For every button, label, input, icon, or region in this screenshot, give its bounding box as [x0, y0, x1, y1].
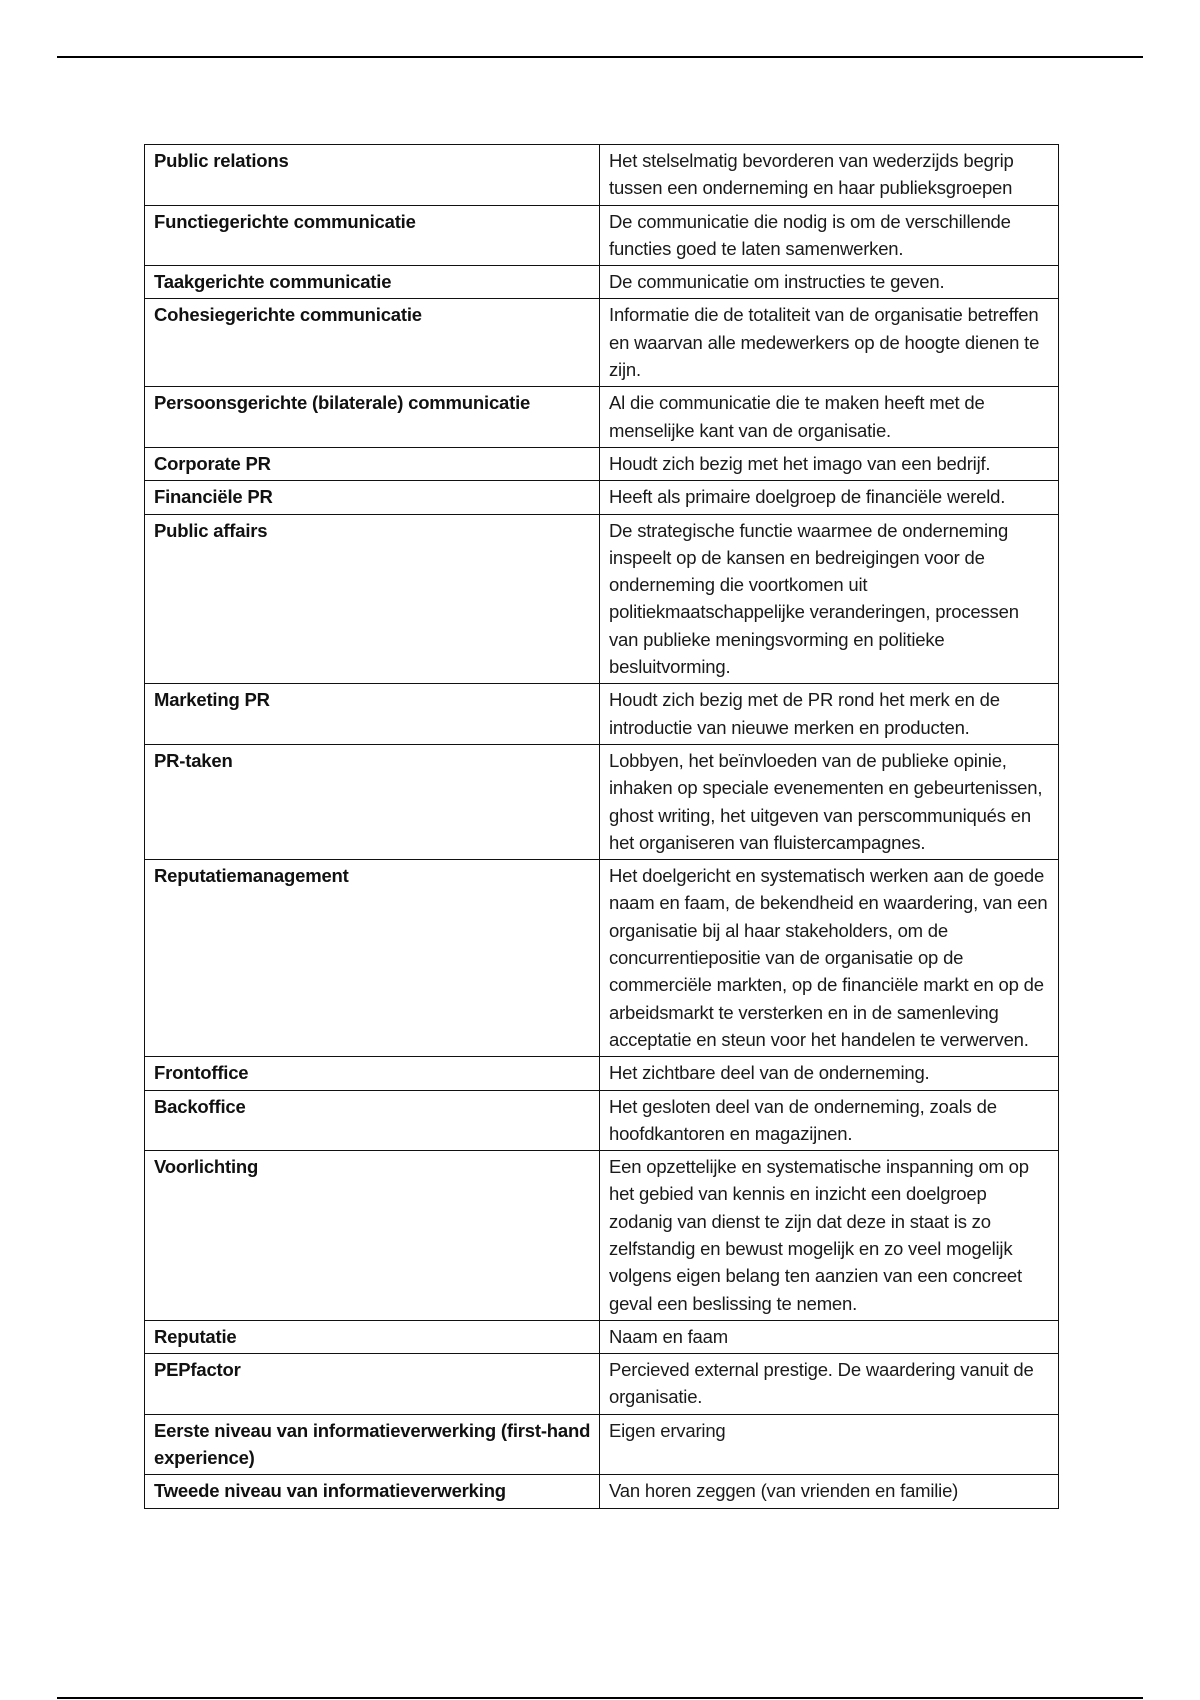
term-cell: Public affairs [145, 514, 600, 684]
table-row [145, 1151, 1059, 1321]
definition-cell: Een opzettelijke en systematische inspanning om op het gebied van kennis en inzicht een doelgroep zodanig van dienst te zijn dat deze in staat is zo zelfstandig en bewust mogelijk en zo veel mogelijk volgens eigen belang ten aanzien van een concreet geval een beslissing te nemen. [600, 1151, 1059, 1321]
table-row [145, 481, 1059, 514]
table-row [145, 1057, 1059, 1090]
definition-cell: Heeft als primaire doelgroep de financiële wereld. [600, 481, 1059, 514]
table-row [145, 744, 1059, 859]
definition-cell: Percieved external prestige. De waardering vanuit de organisatie. [600, 1354, 1059, 1415]
term-cell: Tweede niveau van informatieverwerking [145, 1475, 600, 1508]
footer-rule [57, 1697, 1143, 1699]
definition-cell: Het zichtbare deel van de onderneming. [600, 1057, 1059, 1090]
table-row [145, 447, 1059, 480]
table-row [145, 1414, 1059, 1475]
definition-cell: Het doelgericht en systematisch werken aan de goede naam en faam, de bekendheid en waardering, van een organisatie bij al haar stakeholders, om de concurrentiepositie van de organisatie op de commerciële markten, op de financiële markt en op de arbeidsmarkt te versterken en in de samenleving acceptatie en steun voor het handelen te verwerven. [600, 860, 1059, 1057]
term-cell: Financiële PR [145, 481, 600, 514]
definition-cell: De communicatie die nodig is om de verschillende functies goed te laten samenwerken. [600, 205, 1059, 266]
term-cell: Persoonsgerichte (bilaterale) communicatie [145, 387, 600, 448]
table-row [145, 145, 1059, 206]
table-row [145, 1320, 1059, 1353]
header-rule [57, 56, 1143, 58]
table-row [145, 299, 1059, 387]
definition-cell: Naam en faam [600, 1320, 1059, 1353]
glossary-table [144, 144, 1059, 1509]
term-cell: Public relations [145, 145, 600, 206]
table-row [145, 684, 1059, 745]
definition-cell: Informatie die de totaliteit van de organisatie betreffen en waarvan alle medewerkers op de hoogte dienen te zijn. [600, 299, 1059, 387]
definition-cell: Houdt zich bezig met het imago van een bedrijf. [600, 447, 1059, 480]
term-cell: Cohesiegerichte communicatie [145, 299, 600, 387]
definition-cell: Houdt zich bezig met de PR rond het merk en de introductie van nieuwe merken en producten. [600, 684, 1059, 745]
term-cell: Backoffice [145, 1090, 600, 1151]
definition-cell: Het stelselmatig bevorderen van wederzijds begrip tussen een onderneming en haar publieksgroepen [600, 145, 1059, 206]
definition-cell: De strategische functie waarmee de onderneming inspeelt op de kansen en bedreigingen voor de onderneming die voortkomen uit politiekmaatschappelijke veranderingen, processen van publieke meningsvorming en politieke besluitvorming. [600, 514, 1059, 684]
term-cell: PEPfactor [145, 1354, 600, 1415]
term-cell: Reputatiemanagement [145, 860, 600, 1057]
table-row [145, 1354, 1059, 1415]
definition-cell: Van horen zeggen (van vrienden en familie) [600, 1475, 1059, 1508]
term-cell: Functiegerichte communicatie [145, 205, 600, 266]
term-cell: Taakgerichte communicatie [145, 266, 600, 299]
definition-cell: De communicatie om instructies te geven. [600, 266, 1059, 299]
table-row [145, 205, 1059, 266]
table-row [145, 514, 1059, 684]
definition-cell: Lobbyen, het beïnvloeden van de publieke opinie, inhaken op speciale evenementen en gebeurtenissen, ghost writing, het uitgeven van perscommuniqués en het organiseren van fluistercampagnes. [600, 744, 1059, 859]
definition-cell: Al die communicatie die te maken heeft met de menselijke kant van de organisatie. [600, 387, 1059, 448]
term-cell: Eerste niveau van informatieverwerking (first-hand experience) [145, 1414, 600, 1475]
term-cell: Voorlichting [145, 1151, 600, 1321]
term-cell: Marketing PR [145, 684, 600, 745]
table-row [145, 1475, 1059, 1508]
table-row [145, 266, 1059, 299]
term-cell: Reputatie [145, 1320, 600, 1353]
term-cell: PR-taken [145, 744, 600, 859]
term-cell: Frontoffice [145, 1057, 600, 1090]
definition-cell: Eigen ervaring [600, 1414, 1059, 1475]
term-cell: Corporate PR [145, 447, 600, 480]
table-row [145, 860, 1059, 1057]
table-row [145, 1090, 1059, 1151]
table-row [145, 387, 1059, 448]
definition-cell: Het gesloten deel van de onderneming, zoals de hoofdkantoren en magazijnen. [600, 1090, 1059, 1151]
